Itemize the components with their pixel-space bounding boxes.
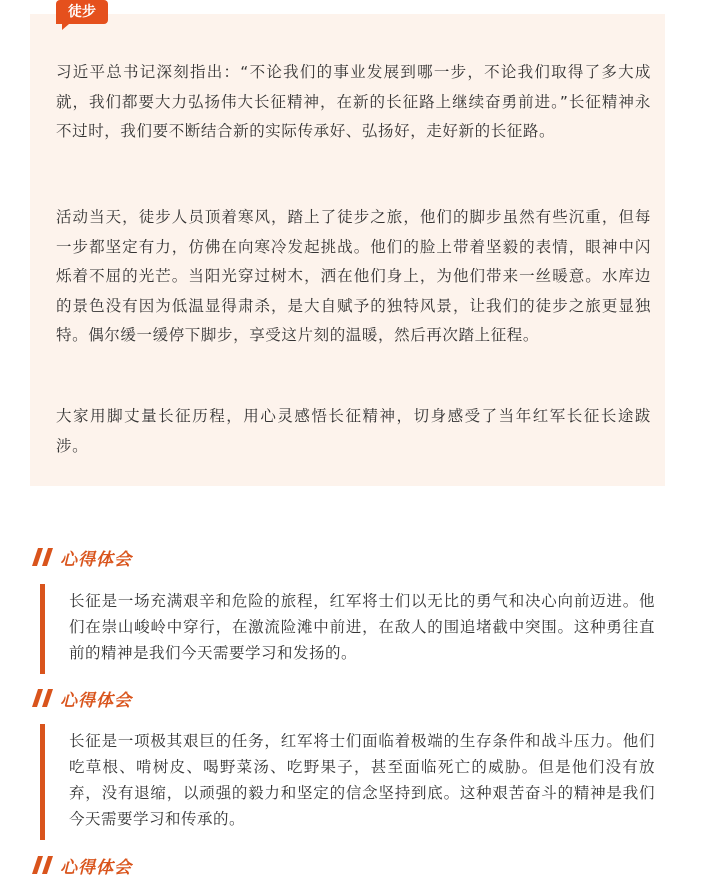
reflection-heading (32, 545, 132, 569)
intro-paragraph-3: 大家用脚丈量长征历程，用心灵感悟长征精神，切身感受了当年红军长征长途跋涉。 (56, 407, 651, 455)
double-slash-icon (32, 856, 54, 874)
reflection-title: 心得体会 (60, 690, 132, 711)
reflection-quote (40, 724, 655, 840)
section-badge: 徒步 (56, 0, 108, 24)
double-slash-icon (32, 548, 54, 566)
reflection-heading (32, 853, 132, 877)
intro-paragraph-2: 活动当天，徒步人员顶着寒风，踏上了徒步之旅，他们的脚步虽然有些沉重，但每一步都坚定有力，仿佛在向寒冷发起挑战。他们的脸上带着坚毅的表情，眼神中闪烁着不屈的光芒。当阳光穿过树木，洒在他们身上，为他们带来一丝暖意。水库边的景色没有因为低温显得肃杀，是大自赋予的独特风景，让我们的徒步之旅更显独特。偶尔缓一缓停下脚步，享受这片刻的温暖，然后再次踏上征程。 (56, 208, 651, 344)
reflection-title: 心得体会 (60, 857, 132, 878)
reflection-heading (32, 686, 132, 710)
double-slash-icon (32, 689, 54, 707)
reflection-text: 长征是一场充满艰辛和危险的旅程，红军将士们以无比的勇气和决心向前迈进。他们在崇山峻岭中穿行，在激流险滩中前进，在敌人的围追堵截中突围。这种勇往直前的精神是我们今天需要学习和发扬的。 (69, 592, 655, 662)
reflection-quote (40, 584, 655, 674)
reflection-text: 长征是一项极其艰巨的任务，红军将士们面临着极端的生存条件和战斗压力。他们吃草根、啃树皮、喝野菜汤、吃野果子，甚至面临死亡的威胁。但是他们没有放弃，没有退缩，以顽强的毅力和坚定的信念坚持到底。这种艰苦奋斗的精神是我们今天需要学习和传承的。 (69, 732, 655, 828)
reflection-title: 心得体会 (60, 549, 132, 570)
intro-paragraph-1: 习近平总书记深刻指出：“不论我们的事业发展到哪一步，不论我们取得了多大成就，我们都要大力弘扬伟大长征精神，在新的长征路上继续奋勇前进。”长征精神永不过时，我们要不断结合新的实际传承好、弘扬好，走好新的长征路。 (56, 63, 651, 140)
